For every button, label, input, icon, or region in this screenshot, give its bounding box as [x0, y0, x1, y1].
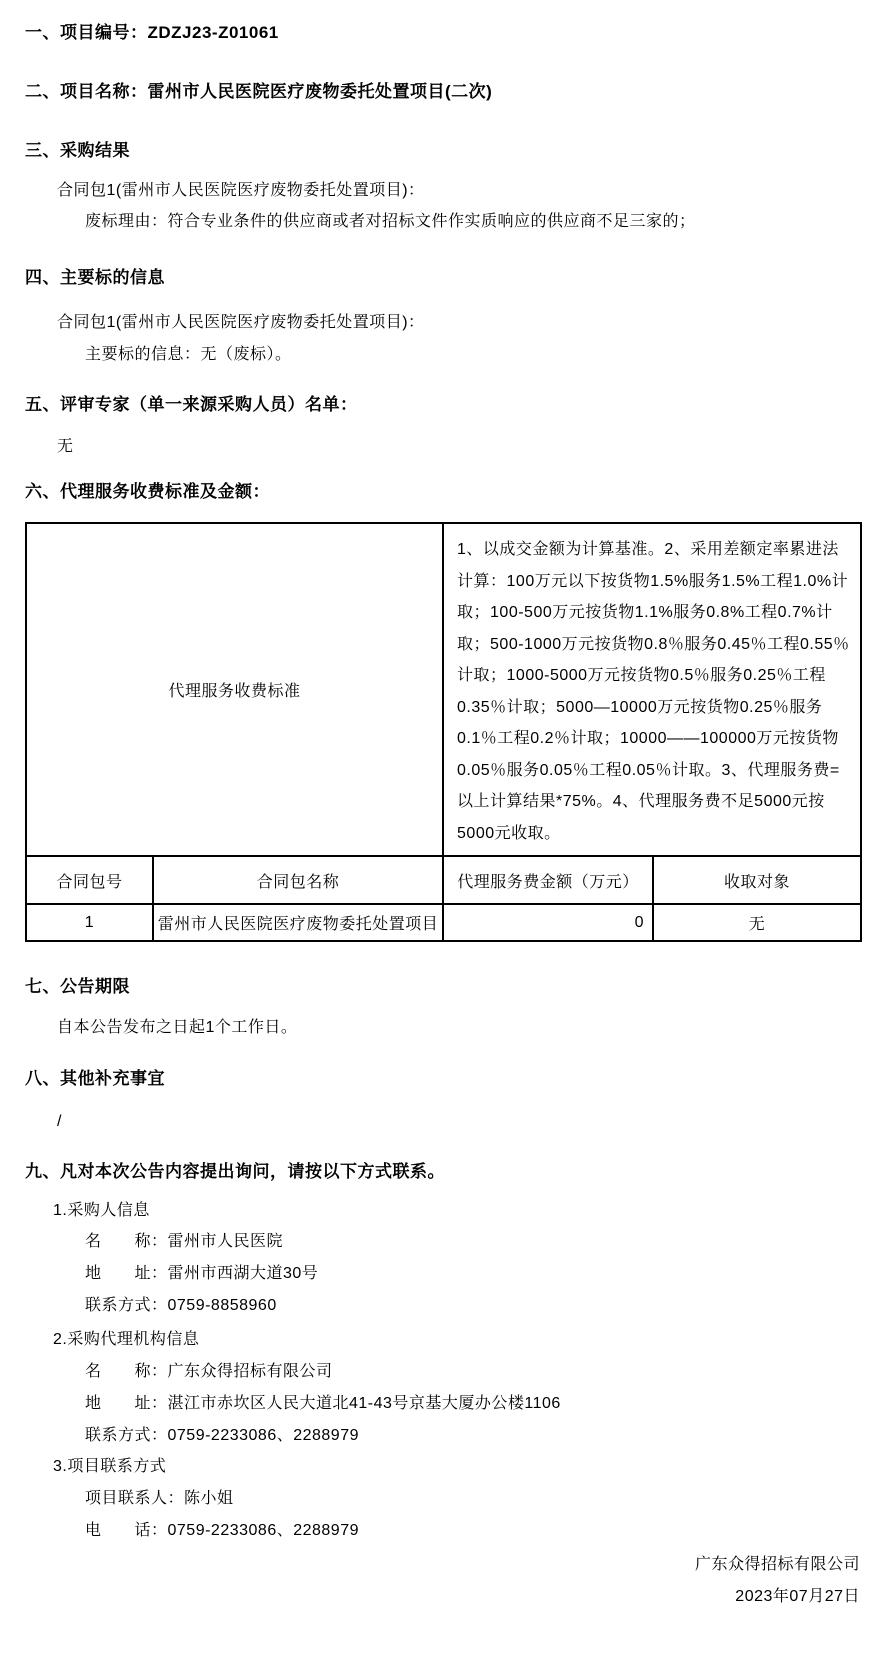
cell-package-name: 雷州市人民医院医疗废物委托处置项目 [153, 904, 443, 941]
cell-fee-amount: 0 [443, 904, 653, 941]
footer-date: 2023年07月27日 [735, 1588, 860, 1605]
agency-address: 地 址：湛江市赤坎区人民大道北41-43号京基大厦办公楼1106 [85, 1395, 561, 1412]
rejection-reason-line: 废标理由：符合专业条件的供应商或者对招标文件作实质响应的供应商不足三家的； [85, 213, 696, 230]
fee-standard-text: 1、以成交金额为计算基准。2、采用差额定率累进法计算：100万元以下按货物1.5%服务1.5%工程1.0%计取；100-500万元按货物1.1%服务0.8%工程0.7%计取；500-1000万元按货物0.8％服务0.45％工程0.55％计取；1000-5000万元按货物0.5％服务0.25％工程0.35％计取；5000—10000万元按货物0.25％服务0.1％工程0.2％计取；10000——100000万元按货物0.05％服务0.05％工程0.05％计取。3、代理服务费=以上计算结果*75%。4、代理服务费不足5000元按5000元收取。 [443, 523, 861, 856]
purchaser-address: 地 址：雷州市西湖大道30号 [85, 1265, 319, 1282]
other-matters-value: / [57, 1113, 62, 1130]
header-charge-target: 收取对象 [653, 856, 861, 904]
fee-standard-label: 代理服务收费标准 [26, 523, 443, 856]
project-number-heading: 一、项目编号：ZDZJ23-Z01061 [25, 23, 279, 42]
cell-charge-target: 无 [653, 904, 861, 941]
purchaser-phone: 联系方式：0759-8858960 [85, 1297, 277, 1314]
header-package-no: 合同包号 [26, 856, 153, 904]
contact-section-heading: 九、凡对本次公告内容提出询问，请按以下方式联系。 [25, 1162, 445, 1181]
fee-standard-row [26, 523, 861, 856]
project-contact-title: 3.项目联系方式 [53, 1458, 167, 1475]
notice-period-value: 自本公告发布之日起1个工作日。 [57, 1019, 298, 1036]
footer-company: 广东众得招标有限公司 [694, 1556, 860, 1573]
project-contact-person: 项目联系人：陈小姐 [85, 1490, 234, 1507]
purchaser-name: 名 称：雷州市人民医院 [85, 1233, 284, 1250]
purchaser-info-title: 1.采购人信息 [53, 1202, 150, 1219]
main-subject-heading: 四、主要标的信息 [25, 268, 165, 287]
fee-table-header-row [26, 856, 861, 904]
project-contact-phone: 电 话：0759-2233086、2288979 [85, 1522, 360, 1539]
agency-info-title: 2.采购代理机构信息 [53, 1331, 200, 1348]
other-matters-heading: 八、其他补充事宜 [25, 1069, 165, 1088]
agency-name: 名 称：广东众得招标有限公司 [85, 1363, 333, 1380]
procurement-result-heading: 三、采购结果 [25, 141, 130, 160]
notice-period-heading: 七、公告期限 [25, 977, 130, 996]
table-row [26, 904, 861, 941]
procurement-result-package-line: 合同包1(雷州市人民医院医疗废物委托处置项目)： [57, 182, 425, 199]
header-package-name: 合同包名称 [153, 856, 443, 904]
project-name-heading: 二、项目名称：雷州市人民医院医疗废物委托处置项目(二次) [25, 82, 493, 101]
experts-heading: 五、评审专家（单一来源采购人员）名单： [25, 395, 358, 414]
main-subject-package-line: 合同包1(雷州市人民医院医疗废物委托处置项目)： [57, 314, 425, 331]
agency-fee-table [25, 522, 862, 942]
cell-package-no: 1 [26, 904, 153, 941]
experts-value: 无 [57, 438, 74, 455]
header-fee-amount: 代理服务费金额（万元） [443, 856, 653, 904]
agency-fee-heading: 六、代理服务收费标准及金额： [25, 482, 270, 501]
agency-phone: 联系方式：0759-2233086、2288979 [85, 1427, 360, 1444]
main-subject-info-line: 主要标的信息：无（废标）。 [85, 346, 292, 363]
